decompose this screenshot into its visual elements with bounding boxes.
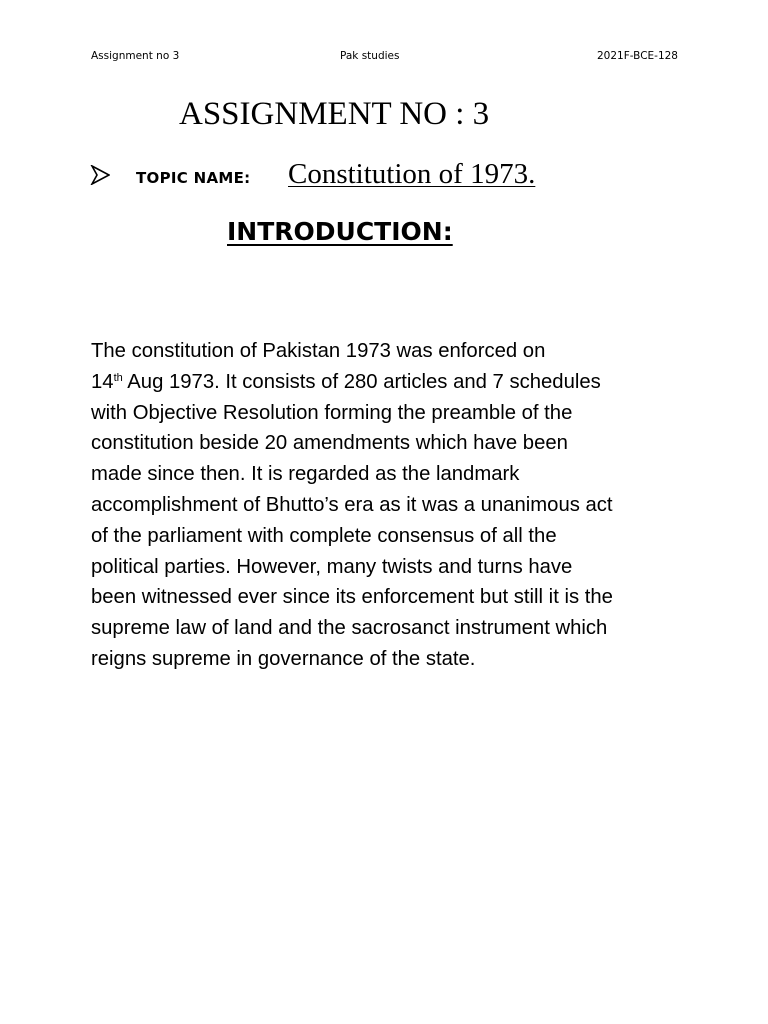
date-day: 14 — [91, 370, 114, 393]
paragraph-line: made since then. It is regarded as the landmark — [91, 463, 520, 486]
paragraph-line: reigns supreme in governance of the state. — [91, 647, 476, 670]
introduction-paragraph — [91, 336, 691, 675]
paragraph-line: been witnessed ever since its enforcement but still it is the — [91, 586, 613, 609]
introduction-heading: INTRODUCTION: — [227, 217, 453, 246]
topic-label: TOPIC NAME: — [136, 169, 251, 187]
header-subject: Pak studies — [340, 50, 400, 62]
date-ordinal-suffix: th — [113, 371, 123, 384]
paragraph-line: supreme law of land and the sacrosanct instrument which — [91, 617, 608, 640]
paragraph-line: with Objective Resolution forming the preamble of the — [91, 401, 573, 424]
paragraph-line — [91, 367, 691, 398]
paragraph-line-rest: Aug 1973. It consists of 280 articles and 7 schedules — [122, 370, 601, 393]
arrow-bullet-icon — [90, 165, 110, 185]
header-student-id: 2021F-BCE-128 — [597, 50, 678, 62]
paragraph-line: accomplishment of Bhutto’s era as it was a unanimous act — [91, 493, 613, 516]
paragraph-line: constitution beside 20 amendments which have been — [91, 432, 568, 455]
assignment-title: ASSIGNMENT NO : 3 — [179, 96, 490, 132]
header-assignment-number: Assignment no 3 — [91, 50, 180, 62]
paragraph-line: of the parliament with complete consensus of all the — [91, 524, 557, 547]
paragraph-line: The constitution of Pakistan 1973 was enforced on — [91, 340, 546, 362]
topic-value: Constitution of 1973. — [288, 158, 536, 190]
page-header — [91, 48, 678, 64]
paragraph-line: political parties. However, many twists and turns have — [91, 555, 573, 578]
